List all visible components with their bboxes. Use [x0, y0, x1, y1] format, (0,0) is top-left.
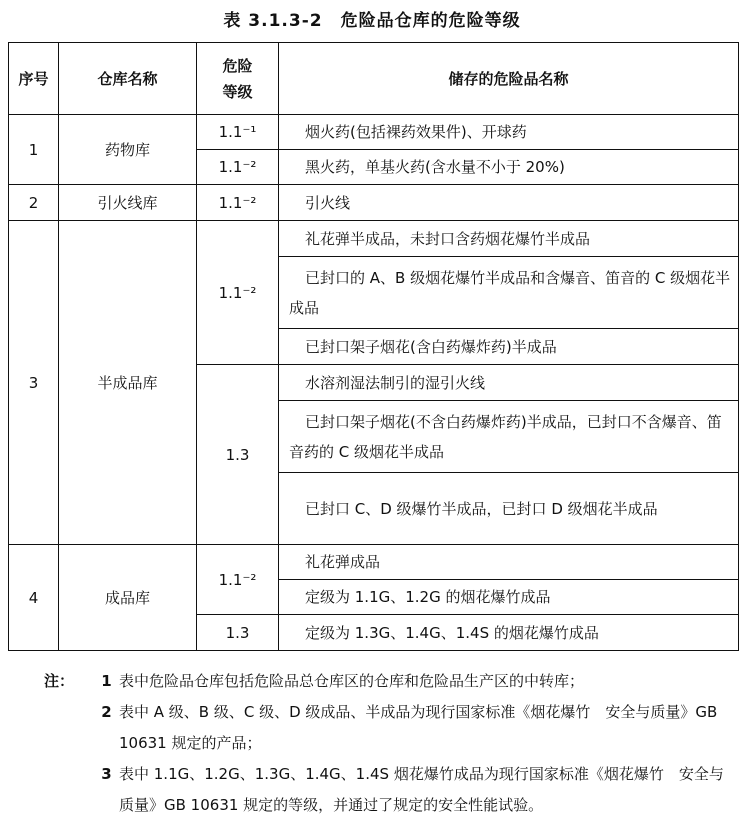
table-row — [9, 221, 739, 257]
note-number: 3 — [101, 765, 112, 783]
cell-stored-item: 已封口架子烟花(含白药爆炸药)半成品 — [279, 329, 739, 365]
cell-no: 1 — [9, 115, 59, 185]
note-text: 表中 A 级、B 级、C 级、D 级成品、半成品为现行国家标准《烟花爆竹 安全与质量》GB 10631 规定的产品； — [119, 703, 718, 752]
cell-warehouse: 成品库 — [59, 545, 197, 651]
note-text: 表中危险品仓库包括危险品总仓库区的仓库和危险品生产区的中转库； — [119, 672, 585, 690]
note-item — [44, 697, 734, 759]
cell-no: 3 — [9, 221, 59, 545]
cell-no: 4 — [9, 545, 59, 651]
cell-stored-item: 引火线 — [279, 185, 739, 221]
table-row — [9, 545, 739, 580]
header-warehouse: 仓库名称 — [59, 43, 197, 115]
cell-warehouse: 半成品库 — [59, 221, 197, 545]
cell-stored-item: 已封口 C、D 级爆竹半成品，已封口 D 级烟花半成品 — [279, 473, 739, 545]
cell-stored-item: 定级为 1.3G、1.4G、1.4S 的烟花爆竹成品 — [279, 615, 739, 651]
cell-grade: 1.1⁻² — [197, 545, 279, 615]
header-row — [9, 43, 739, 115]
header-grade — [197, 43, 279, 115]
header-grade-line2: 等级 — [222, 82, 253, 101]
cell-grade: 1.1⁻¹ — [197, 115, 279, 150]
notes-label: 注： — [44, 672, 75, 690]
note-number: 1 — [101, 672, 112, 690]
cell-grade: 1.3 — [197, 615, 279, 651]
header-grade-line1: 危险 — [222, 56, 253, 75]
cell-stored-item: 烟火药(包括裸药效果件)、开球药 — [279, 115, 739, 150]
note-text: 表中 1.1G、1.2G、1.3G、1.4G、1.4S 烟花爆竹成品为现行国家标准《烟花爆竹 安全与质量》GB 10631 规定的等级，并通过了规定的安全性能试验。 — [119, 765, 724, 814]
header-no: 序号 — [9, 43, 59, 115]
cell-warehouse: 引火线库 — [59, 185, 197, 221]
cell-grade: 1.1⁻² — [197, 221, 279, 365]
cell-stored-item: 已封口架子烟花(不含白药爆炸药)半成品，已封口不含爆音、笛音药的 C 级烟花半成品 — [279, 401, 739, 473]
header-stored: 储存的危险品名称 — [279, 43, 739, 115]
cell-grade: 1.1⁻² — [197, 150, 279, 185]
cell-grade: 1.3 — [197, 365, 279, 545]
cell-warehouse: 药物库 — [59, 115, 197, 185]
cell-stored-item: 黑火药，单基火药(含水量不小于 20%) — [279, 150, 739, 185]
table-title: 表 3.1.3-2 危险品仓库的危险等级 — [223, 11, 521, 31]
cell-stored-item: 定级为 1.1G、1.2G 的烟花爆竹成品 — [279, 580, 739, 615]
hazard-grade-table — [8, 42, 739, 651]
table-row — [9, 115, 739, 150]
cell-grade: 1.1⁻² — [197, 185, 279, 221]
cell-stored-item: 礼花弹半成品，未封口含药烟花爆竹半成品 — [279, 221, 739, 257]
note-item — [44, 666, 734, 697]
cell-no: 2 — [9, 185, 59, 221]
cell-stored-item: 已封口的 A、B 级烟花爆竹半成品和含爆音、笛音的 C 级烟花半成品 — [279, 257, 739, 329]
cell-stored-item: 水溶剂湿法制引的湿引火线 — [279, 365, 739, 401]
cell-stored-item: 礼花弹成品 — [279, 545, 739, 580]
note-number: 2 — [101, 703, 112, 721]
notes-section — [44, 666, 734, 821]
note-item — [44, 759, 734, 821]
table-row — [9, 185, 739, 221]
